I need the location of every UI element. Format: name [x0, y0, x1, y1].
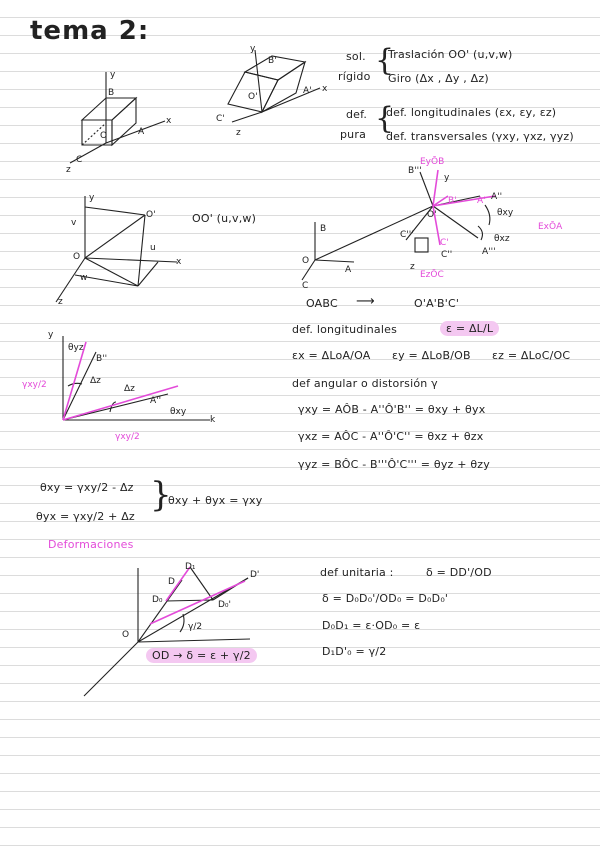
- point-D-label: D: [168, 577, 175, 587]
- point-D0p-label: D₀': [218, 600, 232, 610]
- point-A-label: A: [345, 265, 352, 275]
- gamma-half-left: γxy/2: [22, 380, 47, 390]
- brace-icon: {: [375, 101, 395, 136]
- v-label: v: [71, 218, 77, 228]
- theta-xy-eq: θxy = γxy/2 - Δz: [40, 481, 134, 494]
- point-Appp-label: A''': [482, 247, 496, 257]
- point-B-label: B: [320, 224, 327, 234]
- point-C-label: C: [302, 281, 309, 291]
- label-sol: sol.: [346, 50, 366, 63]
- traslacion-text: Traslación OO' (u,v,w): [388, 48, 513, 61]
- point-App-label: A'': [150, 396, 162, 406]
- def-long-label: def. longitudinales: [292, 323, 398, 336]
- delta-highlight: OD → δ = ε + γ/2: [146, 648, 257, 663]
- point-D0-label: D₀: [152, 595, 163, 605]
- axis-x-label: x: [322, 84, 328, 94]
- epsilon-y: εy = ΔLoB/OB: [392, 349, 471, 362]
- gamma-xy: γxy = AÔB - A''Ô'B'' = θxy + θyx: [298, 403, 486, 416]
- point-O-label: O: [73, 252, 81, 262]
- gamma-half-label: γ/2: [188, 622, 203, 632]
- gamma-yz: γyz = BÔC - B'''Ô'C''' = θyz + θzy: [298, 458, 490, 471]
- brace-icon: {: [375, 43, 395, 78]
- cube-diagram: [70, 72, 165, 163]
- displacement-text: OO' (u,v,w): [192, 212, 257, 225]
- mapping-left: OABC: [306, 297, 338, 310]
- axis-y-label: y: [110, 70, 116, 80]
- point-O-label: O: [100, 131, 108, 141]
- theta-yx-eq: θyx = γxy/2 + Δz: [36, 510, 135, 523]
- theta-xy-label: θxy: [497, 208, 514, 218]
- epsilon-z: εz = ΔLoC/OC: [492, 349, 571, 362]
- point-App-label: A'': [491, 192, 503, 202]
- point-Bp-label: B': [268, 56, 277, 66]
- point-Op-label: O': [146, 210, 156, 220]
- point-Bpp-label: B'': [96, 354, 108, 364]
- u-label: u: [150, 243, 156, 253]
- gamma-half-bottom: γxy/2: [115, 432, 140, 442]
- gamma-xz: γxz = AÔC - A''Ô'C'' = θxz + θzx: [298, 430, 484, 443]
- axis-z-label: z: [410, 262, 415, 272]
- point-Bp-label: B': [448, 196, 457, 206]
- ex-oa-label: ExŌA: [538, 222, 563, 232]
- delta-line-3: D₀D₁ = ε·OD₀ = ε: [322, 619, 421, 632]
- axis-x-label: x: [176, 257, 182, 267]
- axis-z-label: z: [58, 297, 63, 307]
- point-Ap-label: A': [477, 196, 486, 206]
- point-Op-label: O': [427, 210, 437, 220]
- mapping-right: O'A'B'C': [414, 297, 460, 310]
- axis-x-label: k: [210, 415, 216, 425]
- theta-xy-label: θxy: [170, 407, 187, 417]
- brace-icon: }: [150, 475, 172, 515]
- displacement-diagram: [56, 196, 177, 302]
- point-B-label: B: [108, 88, 115, 98]
- deformations-diagram: [84, 567, 250, 696]
- axis-z-label: z: [236, 128, 241, 138]
- arrow-right-icon: ⟶: [356, 294, 375, 309]
- def-angular-label: def angular o distorsión γ: [292, 377, 438, 390]
- point-O-label: O: [122, 630, 130, 640]
- point-D1-label: D₁: [185, 562, 196, 572]
- point-Op-label: O': [248, 92, 258, 102]
- delta-z-label: Δz: [124, 384, 135, 394]
- deformaciones-heading: Deformaciones: [48, 538, 134, 551]
- def-unitaria-label: def unitaria :: [320, 566, 394, 579]
- epsilon-formula: ε = ΔL/L: [440, 321, 499, 336]
- point-Cpp-label: C'': [441, 250, 453, 260]
- point-Cppp-label: C''': [400, 230, 414, 240]
- delta-line-4: D₁D'₀ = γ/2: [322, 645, 387, 658]
- point-Cp-label: C': [440, 238, 449, 248]
- theta-sum: θxy + θyx = γxy: [168, 494, 263, 507]
- page-title: tema 2:: [30, 16, 150, 46]
- point-Ap-label: A': [303, 86, 312, 96]
- delta-line-2: δ = D₀D₀'/OD₀ = D₀D₀': [322, 592, 449, 605]
- deformed-cube-diagram: [302, 172, 490, 280]
- label-rigido: rígido: [338, 70, 371, 83]
- axis-x-label: x: [166, 116, 172, 126]
- label-def: def.: [346, 108, 368, 121]
- angular-distortion-diagram: [63, 336, 210, 420]
- point-C-label: C: [76, 155, 83, 165]
- epsilon-x: εx = ΔLoA/OA: [292, 349, 371, 362]
- point-Bppp-label: B''': [408, 166, 422, 176]
- giro-text: Giro (Δx , Δy , Δz): [388, 72, 489, 85]
- def-longitudinales-text: def. longitudinales (εx, εy, εz): [386, 106, 557, 119]
- axis-z-label: z: [66, 165, 71, 175]
- point-O-label: O: [302, 256, 310, 266]
- def-transversales-text: def. transversales (γxy, γxz, γyz): [386, 130, 574, 143]
- ez-oc-label: EzŌC: [420, 270, 444, 280]
- axis-y-label: y: [250, 44, 256, 54]
- axis-y-label: y: [444, 173, 450, 183]
- w-label: w: [80, 273, 88, 283]
- ey-ob-label: EyŌB: [420, 157, 445, 167]
- point-Cp-label: C': [216, 114, 225, 124]
- point-Dp-label: D': [250, 570, 260, 580]
- def-unitaria-formula: δ = DD'/OD: [426, 566, 492, 579]
- delta-z-label: Δz: [90, 376, 101, 386]
- point-A-label: A: [138, 127, 145, 137]
- axis-y-label: y: [89, 193, 95, 203]
- theta-xz-label: θxz: [494, 234, 510, 244]
- deformation-arrows-pink: [433, 170, 495, 245]
- axis-y-label: y: [48, 330, 54, 340]
- theta-yz-label: θyz: [68, 343, 84, 353]
- label-pura: pura: [340, 128, 367, 141]
